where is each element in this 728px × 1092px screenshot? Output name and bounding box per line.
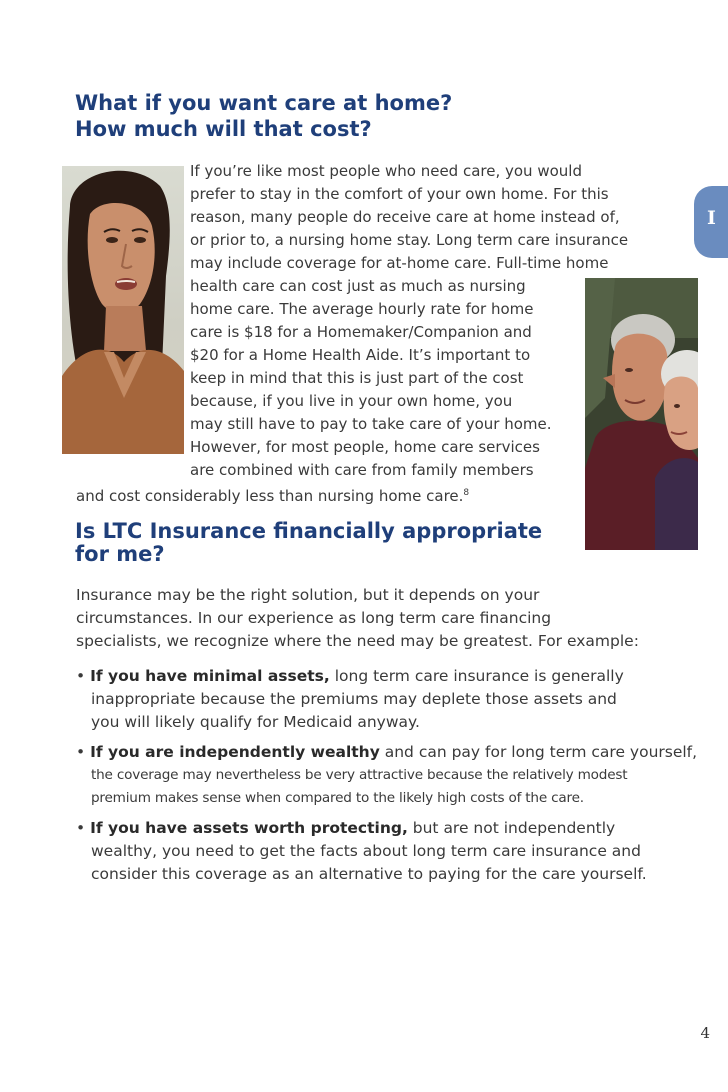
heading-line: How much will that cost? [75, 117, 372, 141]
text-line: you will likely qualify for Medicaid anyway. [91, 713, 420, 731]
bullet-text: but are not independently [407, 819, 616, 837]
text-line: wealthy, you need to get the facts about long term care insurance and [91, 842, 641, 860]
bullet-lead: If you have assets worth protecting, [90, 819, 408, 837]
text-line: care is $18 for a Homemaker/Companion and [190, 323, 532, 341]
text-line: circumstances. In our experience as long term care financing [76, 609, 552, 627]
text-line: reason, many people do receive care at home instead of, [190, 208, 620, 226]
bullet-lead: If you have minimal assets, [90, 667, 330, 685]
text-line: consider this coverage as an alternative to paying for the care yourself. [91, 865, 647, 883]
text-line-content: and cost considerably less than nursing home care. [76, 487, 464, 505]
heading-line: Is LTC Insurance financially appropriate [75, 519, 543, 543]
section-tab [694, 186, 728, 258]
text-line: prefer to stay in the comfort of your own home. For this [190, 185, 609, 203]
text-line: However, for most people, home care services [190, 438, 540, 456]
text-line: $20 for a Home Health Aide. It’s important to [190, 346, 531, 364]
text-line: health care can cost just as much as nursing [190, 277, 526, 295]
text-line: Insurance may be the right solution, but it depends on your [76, 586, 540, 604]
text-line: If you’re like most people who need care, you would [190, 162, 582, 180]
bullet-icon: • [76, 743, 86, 761]
woman-photo [62, 166, 184, 454]
text-line: home care. The average hourly rate for home [190, 300, 534, 318]
page-number: 4 [700, 1024, 710, 1042]
bullet-text: and can pay for long term care yourself, [379, 743, 698, 761]
text-line: are combined with care from family members [190, 461, 534, 479]
text-line: the coverage may nevertheless be very attractive because the relatively modest [91, 767, 628, 783]
footnote-marker: 8 [463, 488, 470, 498]
text-line: may include coverage for at-home care. Full-time home [190, 254, 609, 272]
bullet-icon: • [76, 819, 86, 837]
text-line: specialists, we recognize where the need may be greatest. For example: [76, 632, 639, 650]
section-tab-label: I [707, 207, 716, 229]
heading-home-care-cost [75, 90, 452, 142]
text-line [76, 482, 469, 508]
list-item [76, 741, 697, 764]
text-line: or prior to, a nursing home stay. Long term care insurance [190, 231, 629, 249]
text-line: keep in mind that this is just part of the cost [190, 369, 524, 387]
text-line: premium makes sense when compared to the likely high costs of the care. [91, 790, 584, 806]
heading-line: What if you want care at home? [75, 91, 453, 115]
text-line: inappropriate because the premiums may deplete those assets and [91, 690, 617, 708]
heading-line: for me? [75, 542, 165, 566]
text-line: because, if you live in your own home, you [190, 392, 513, 410]
bullet-text: long term care insurance is generally [329, 667, 624, 685]
list-item [76, 665, 624, 688]
senior-couple-photo [585, 278, 698, 550]
bullet-lead: If you are independently wealthy [90, 743, 380, 761]
heading-ltc-appropriate [75, 520, 542, 566]
bullet-icon: • [76, 667, 86, 685]
list-item [76, 817, 615, 840]
text-line: may still have to pay to take care of your home. [190, 415, 552, 433]
